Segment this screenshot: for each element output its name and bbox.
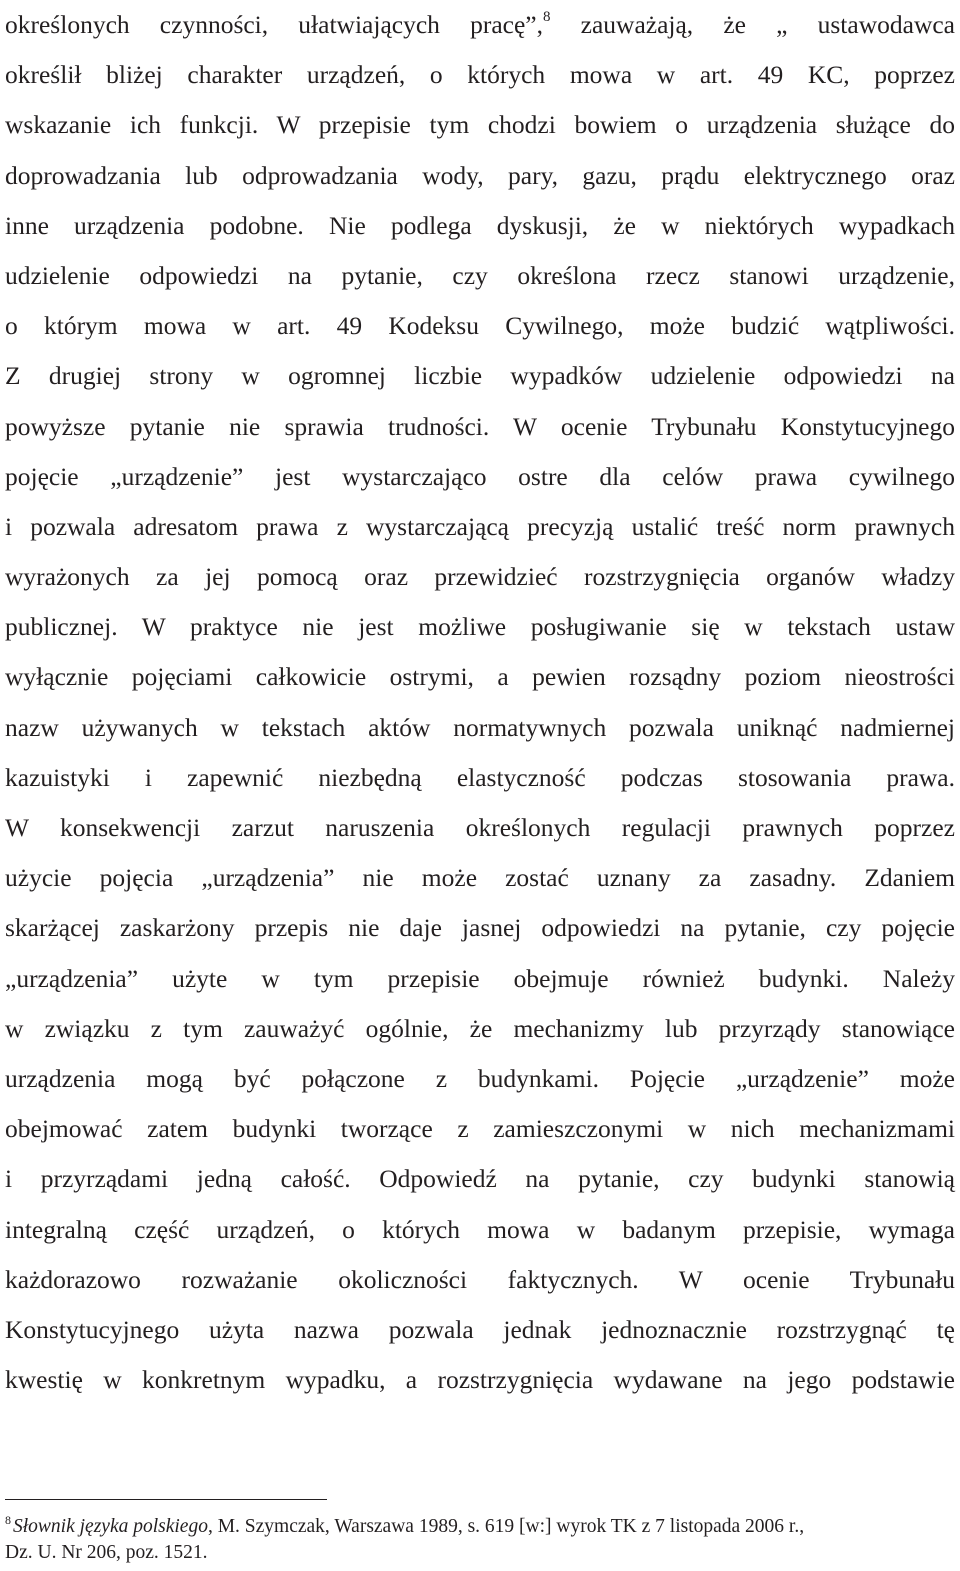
- footnote-line: [5, 1514, 955, 1540]
- text-line: doprowadzania lub odprowadzania wody, pary, gazu, prądu elektrycznego oraz: [5, 160, 955, 190]
- text-line: inne urządzenia podobne. Nie podlega dyskusji, że w niektórych wypadkach: [5, 210, 955, 240]
- text-line: o którym mowa w art. 49 Kodeksu Cywilnego, może budzić wątpliwości.: [5, 311, 955, 341]
- text-line: pojęcie „urządzenie” jest wystarczająco ostre dla celów prawa cywilnego: [5, 461, 955, 491]
- text-line: i przyrządami jedną całość. Odpowiedź na pytanie, czy budynki stanowią: [5, 1164, 955, 1194]
- footnote-citation: , M. Szymczak, Warszawa 1989, s. 619 [w:] wyrok TK z 7 listopada 2006 r.,: [207, 1516, 805, 1537]
- footnote-line: Dz. U. Nr 206, poz. 1521.: [5, 1542, 208, 1563]
- text-line: integralną część urządzeń, o których mowa w badanym przepisie, wymaga: [5, 1214, 955, 1244]
- footnote: [5, 1514, 955, 1566]
- text-line: W konsekwencji zarzut naruszenia określonych regulacji prawnych poprzez: [5, 813, 955, 842]
- text-line: kazuistyki i zapewnić niezbędną elastyczność podczas stosowania prawa.: [5, 762, 955, 792]
- text-line: określił bliżej charakter urządzeń, o których mowa w art. 49 KC, poprzez: [5, 60, 955, 90]
- text-line: urządzenia mogą być połączone z budynkami. Pojęcie „urządzenie” może: [5, 1063, 955, 1093]
- text-line: wyłącznie pojęciami całkowicie ostrymi, a pewien rozsądny poziom nieostrości: [5, 662, 955, 692]
- body-text: [5, 0, 955, 1405]
- text-line: w związku z tym zauważyć ogólnie, że mechanizmy lub przyrządy stanowiące: [5, 1013, 955, 1043]
- footnote-number: 8: [5, 1513, 11, 1527]
- text-line: kwestię w konkretnym wypadku, a rozstrzygnięcia wydawane na jego podstawie: [5, 1365, 955, 1395]
- footnote-separator: [5, 1499, 327, 1500]
- text-line: i pozwala adresatom prawa z wystarczającą precyzją ustalić treść norm prawnych: [5, 511, 955, 541]
- text-line: określonych czynności, ułatwiających pracę”,$^8$ zauważają, że „ ustawodawca: [5, 9, 955, 39]
- text-line: wskazanie ich funkcji. W przepisie tym chodzi bowiem o urządzenia służące do: [5, 110, 955, 140]
- text-line: nazw używanych w tekstach aktów normatywnych pozwala uniknąć nadmiernej: [5, 712, 955, 742]
- text-line: obejmować zatem budynki tworzące z zamieszczonymi w nich mechanizmami: [5, 1114, 955, 1144]
- text-line: każdorazowo rozważanie okoliczności faktycznych. W ocenie Trybunału: [5, 1264, 955, 1294]
- text-line: powyższe pytanie nie sprawia trudności. W ocenie Trybunału Konstytucyjnego: [5, 411, 955, 441]
- text-line: skarżącej zaskarżony przepis nie daje jasnej odpowiedzi na pytanie, czy pojęcie: [5, 913, 955, 943]
- text-line: Z drugiej strony w ogromnej liczbie wypadków udzielenie odpowiedzi na: [5, 361, 955, 391]
- text-line: Konstytucyjnego użyta nazwa pozwala jednak jednoznacznie rozstrzygnąć tę: [5, 1314, 955, 1344]
- text-line: „urządzenia” użyte w tym przepisie obejmuje również budynki. Należy: [5, 963, 955, 993]
- text-line: użycie pojęcia „urządzenia” nie może zostać uznany za zasadny. Zdaniem: [5, 863, 955, 893]
- footnote-title: Słownik języka polskiego: [13, 1516, 208, 1537]
- text-line: wyrażonych za jej pomocą oraz przewidzieć rozstrzygnięcia organów władzy: [5, 562, 955, 592]
- text-line: udzielenie odpowiedzi na pytanie, czy określona rzecz stanowi urządzenie,: [5, 260, 955, 290]
- footnote-reference: 8: [542, 9, 551, 25]
- text-line: publicznej. W praktyce nie jest możliwe posługiwanie się w tekstach ustaw: [5, 612, 955, 642]
